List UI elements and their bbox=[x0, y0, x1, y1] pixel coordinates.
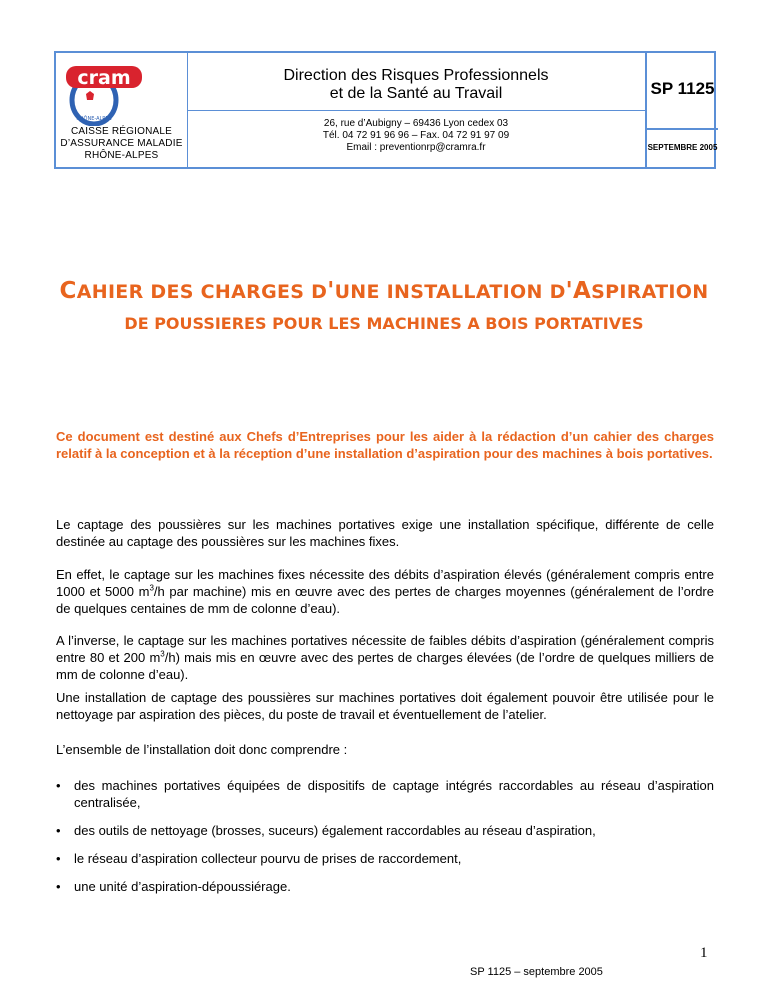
paragraph-5: L’ensemble de l’installation doit donc comprendre : bbox=[56, 742, 348, 757]
direction-title bbox=[187, 67, 645, 103]
address-line-2: Tél. 04 72 91 96 96 – Fax. 04 72 91 97 09 bbox=[322, 130, 510, 141]
page-footer: SP 1125 – septembre 2005 bbox=[470, 966, 603, 978]
bullet-icon: • bbox=[56, 851, 61, 866]
address-line-1: 26, rue d’Aubigny – 69436 Lyon cedex 03 bbox=[323, 118, 509, 129]
direction-line-1: Direction des Risques Professionnels bbox=[283, 67, 549, 84]
cram-logo bbox=[66, 60, 176, 126]
title-part-c: SPIRATION bbox=[591, 281, 709, 303]
document-date: SEPTEMBRE 2005 bbox=[647, 143, 718, 152]
organization-name bbox=[56, 126, 187, 162]
org-line-3: RHÔNE-ALPES bbox=[84, 150, 159, 161]
title-part-b: UNE INSTALLATION D bbox=[334, 281, 566, 303]
list-item-text: une unité d’aspiration-dépoussiérage. bbox=[74, 879, 291, 894]
title-apostrophe-2: ' bbox=[565, 278, 573, 304]
org-line-1: CAISSE RÉGIONALE bbox=[70, 126, 172, 137]
org-line-2: D’ASSURANCE MALADIE bbox=[60, 138, 183, 149]
logo-ring-text: RHÔNE-ALPES bbox=[76, 116, 112, 122]
bullet-icon: • bbox=[56, 879, 61, 894]
address-line-3: Email : preventionrp@cramra.fr bbox=[346, 142, 486, 153]
reference-cell bbox=[647, 53, 718, 167]
paragraph-3-a: A l’inverse, le captage sur les machines portatives nécessite de faibles débits d’aspiration (généralement compris entre 80 et 200 m bbox=[56, 633, 714, 665]
direction-line-2: et de la Santé au Travail bbox=[329, 85, 503, 102]
list-item-text: des outils de nettoyage (brosses, suceurs) également raccordables au réseau d’aspiration, bbox=[74, 823, 596, 838]
direction-cell bbox=[187, 53, 647, 167]
bullet-icon: • bbox=[56, 823, 61, 838]
document-reference: SP 1125 bbox=[650, 79, 715, 98]
logo-cell bbox=[56, 53, 188, 167]
paragraph-1: Le captage des poussières sur les machines portatives exige une installation spécifique, différente de celle destinée au captage des poussières sur les machines fixes. bbox=[56, 517, 714, 549]
intro-paragraph: Ce document est destiné aux Chefs d’Entreprises pour les aider à la rédaction d’un cahier des charges relatif à la conception et à la réception d’une installation d’aspiration pour des machines à bois portatives. bbox=[56, 429, 714, 461]
paragraph-3-sup: 3 bbox=[160, 649, 165, 659]
title-cap-c: C bbox=[59, 278, 77, 304]
header-divider bbox=[187, 110, 645, 111]
paragraph-2 bbox=[56, 566, 714, 617]
title-line-1 bbox=[0, 278, 768, 304]
list-item-text: des machines portatives équipées de dispositifs de captage intégrés raccordables au réseau d’aspiration centralisée, bbox=[74, 778, 714, 810]
paragraph-2-b: /h par machine) mis en œuvre avec des pertes de charges moyennes (généralement de l’ordre de quelques centaines de mm de colonne d’eau). bbox=[56, 584, 714, 616]
title-cap-a: A bbox=[573, 278, 592, 304]
reference-divider bbox=[647, 128, 718, 130]
paragraph-4: Une installation de captage des poussières sur machines portatives doit également pouvoir être utilisée pour le nettoyage par aspiration des pièces, du poste de travail et éventuellement de l’atelier. bbox=[56, 690, 714, 722]
page-number: 1 bbox=[700, 945, 708, 961]
header-box bbox=[54, 51, 716, 169]
address-block bbox=[187, 118, 645, 154]
paragraph-2-a: En effet, le captage sur les machines fixes nécessite des débits d’aspiration élevés (généralement compris entre 1000 et 5000 m bbox=[56, 567, 714, 599]
paragraph-2-sup: 3 bbox=[149, 583, 154, 593]
logo-text: cram bbox=[77, 67, 131, 89]
paragraph-3-b: /h) mais mis en œuvre avec des pertes de charges élevées (de l’ordre de quelques milliers de mm de colonne d’eau). bbox=[56, 650, 714, 682]
title-line-2: DE POUSSIERES POUR LES MACHINES A BOIS PORTATIVES bbox=[124, 314, 644, 333]
lion-icon bbox=[86, 91, 94, 100]
title-apostrophe-1: ' bbox=[327, 278, 335, 304]
title-part-a: AHIER DES CHARGES D bbox=[76, 281, 328, 303]
bullet-icon: • bbox=[56, 778, 61, 793]
list-item-text: le réseau d’aspiration collecteur pourvu de prises de raccordement, bbox=[74, 851, 462, 866]
paragraph-3 bbox=[56, 632, 714, 683]
